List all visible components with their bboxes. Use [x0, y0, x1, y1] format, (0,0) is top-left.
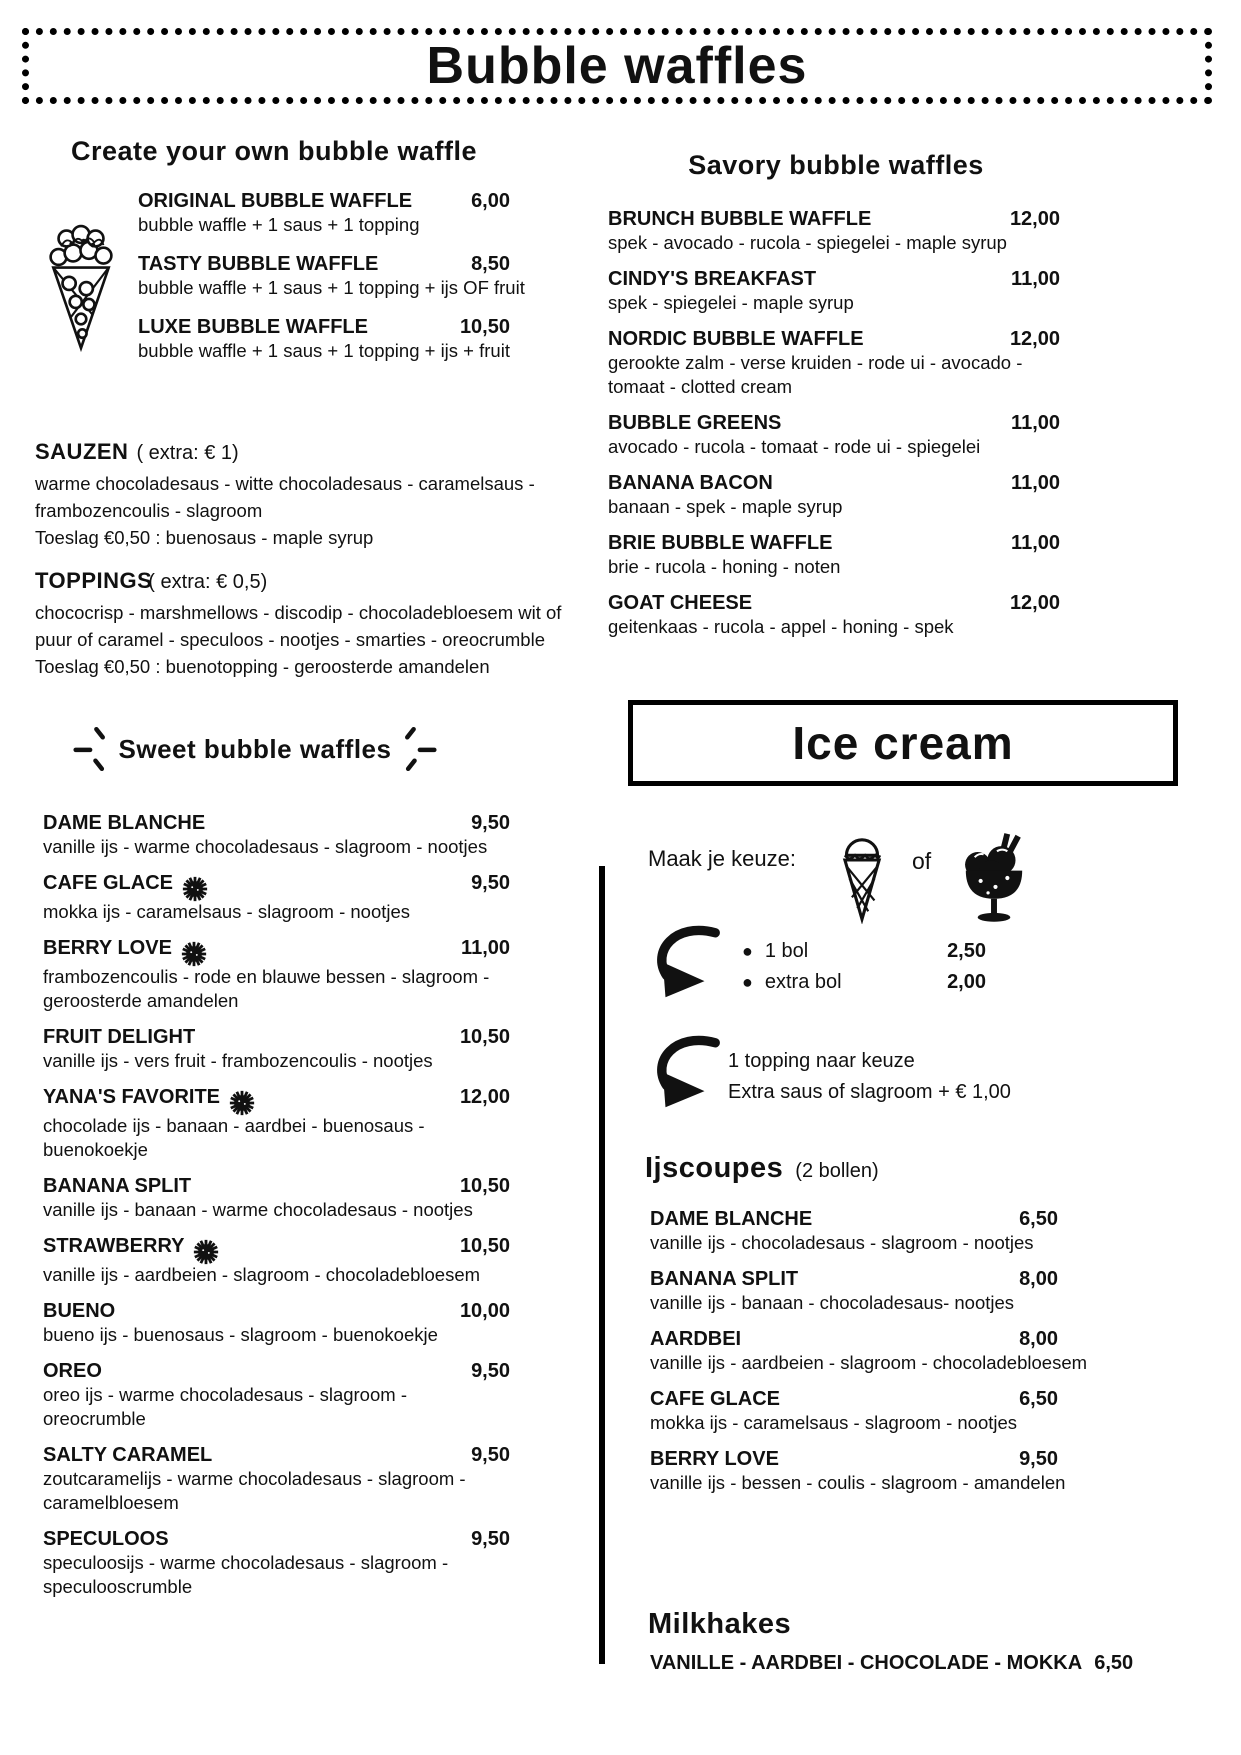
item-price: 8,00: [1019, 1268, 1058, 1290]
item-description: mokka ijs - caramelsaus - slagroom - nootjes: [650, 1412, 1018, 1433]
menu-item: [43, 1235, 510, 1287]
item-name: DAME BLANCHE: [43, 812, 206, 834]
item-name: ORIGINAL BUBBLE WAFFLE: [138, 190, 413, 212]
toppings-line: chococrisp - marshmellows - discodip - chocoladebloesem wit of: [35, 602, 562, 623]
menu-item: [138, 316, 510, 363]
item-description: bubble waffle + 1 saus + 1 topping + ijs + fruit: [138, 340, 510, 361]
topping-note-block: [728, 1046, 1158, 1108]
ijscoupes-heading: Ijscoupes: [645, 1152, 784, 1184]
menu-item: [43, 1086, 510, 1162]
item-name: OREO: [43, 1360, 102, 1382]
item-name: CAFE GLACE: [43, 872, 173, 894]
item-price: 9,50: [471, 812, 510, 834]
toppings-line: Toeslag €0,50 : buenotopping - geroosterde amandelen: [35, 656, 490, 677]
menu-item: [138, 190, 510, 237]
item-description: vanille ijs - aardbeien - slagroom - chocoladebloesem: [43, 1264, 481, 1285]
option-label: 1 bol: [764, 940, 809, 962]
ijscoupes-heading-row: [645, 1152, 1095, 1185]
sauzen-heading: SAUZEN: [35, 439, 129, 464]
menu-item: [43, 1360, 510, 1431]
menu-item: [608, 532, 1060, 579]
item-price: 8,00: [1019, 1328, 1058, 1350]
sauzen-heading-note: ( extra: € 1): [136, 442, 239, 464]
item-name: CAFE GLACE: [650, 1388, 780, 1410]
menu-item: [138, 253, 525, 300]
choose-label: Maak je keuze:: [648, 846, 796, 871]
item-name: SPECULOOS: [43, 1528, 169, 1550]
bol-option-row: [742, 969, 986, 996]
item-price: 11,00: [1011, 472, 1060, 494]
item-description: frambozencoulis - rode en blauwe bessen - slagroom - geroosterde amandelen: [43, 966, 490, 1011]
or-label: of: [911, 848, 932, 874]
menu-item: [608, 592, 1060, 639]
curved-arrow-icon: [645, 1032, 729, 1110]
item-price: 9,50: [1019, 1448, 1058, 1470]
bullet-icon: ●: [742, 972, 753, 992]
item-price: 10,50: [459, 1026, 510, 1048]
item-name: BERRY LOVE: [43, 937, 172, 959]
item-description: vanille ijs - banaan - chocoladesaus- nootjes: [650, 1292, 1015, 1313]
item-name: BERRY LOVE: [650, 1448, 779, 1470]
item-price: 12,00: [459, 1086, 510, 1108]
item-name: GOAT CHEESE: [608, 592, 753, 614]
item-price: 11,00: [1011, 532, 1060, 554]
item-description: mokka ijs - caramelsaus - slagroom - nootjes: [43, 901, 411, 922]
savory-items-list: [608, 208, 1060, 652]
item-description: banaan - spek - maple syrup: [608, 496, 843, 517]
item-description: speculoosijs - warme chocoladesaus - slagroom - speculooscrumble: [43, 1552, 449, 1597]
sweet-section-heading: Sweet bubble waffles: [118, 733, 392, 764]
item-price: 10,50: [459, 1235, 510, 1257]
sweet-items-list: [43, 812, 510, 1612]
item-description: vanille ijs - vers fruit - frambozencoulis - nootjes: [43, 1050, 433, 1071]
item-name: BANANA BACON: [608, 472, 773, 494]
topping-note-line: 1 topping naar keuze: [728, 1050, 915, 1072]
option-label: extra bol: [764, 971, 842, 993]
menu-item: [43, 1444, 510, 1515]
item-name: TASTY BUBBLE WAFFLE: [138, 253, 379, 275]
menu-item: [43, 1300, 510, 1347]
item-price: 9,50: [471, 872, 510, 894]
sweet-section-heading-row: [50, 722, 460, 776]
milkshakes-price: 6,50: [1094, 1652, 1134, 1674]
item-description: brie - rucola - honing - noten: [608, 556, 841, 577]
item-price: 12,00: [1009, 208, 1060, 230]
item-price: 11,00: [1011, 412, 1060, 434]
milkshakes-flavors: VANILLE - AARDBEI - CHOCOLADE - MOKKA: [650, 1652, 1083, 1674]
item-description: vanille ijs - banaan - warme chocoladesaus - nootjes: [43, 1199, 473, 1220]
item-description: vanille ijs - warme chocoladesaus - slagroom - nootjes: [43, 836, 488, 857]
item-price: 12,00: [1009, 592, 1060, 614]
item-price: 10,50: [459, 1175, 510, 1197]
item-name: CINDY'S BREAKFAST: [608, 268, 817, 290]
item-price: 6,50: [1019, 1208, 1058, 1230]
menu-item: [43, 872, 510, 924]
item-name: YANA'S FAVORITE: [43, 1086, 221, 1108]
menu-item: [43, 812, 510, 859]
toppings-block: [35, 566, 560, 680]
item-price: 12,00: [1009, 328, 1060, 350]
curved-arrow-icon: [645, 922, 729, 1000]
splat-badge-icon: [228, 1089, 256, 1117]
menu-item: [608, 412, 1060, 459]
item-name: BRUNCH BUBBLE WAFFLE: [608, 208, 872, 230]
item-name: BRIE BUBBLE WAFFLE: [608, 532, 833, 554]
item-name: DAME BLANCHE: [650, 1208, 813, 1230]
item-name: BANANA SPLIT: [43, 1175, 192, 1197]
sundae-glass-icon: [955, 832, 1033, 924]
item-description: spek - avocado - rucola - spiegelei - maple syrup: [608, 232, 1007, 253]
item-description: spek - spiegelei - maple syrup: [608, 292, 854, 313]
splat-badge-icon: [192, 1238, 220, 1266]
item-description: avocado - rucola - tomaat - rode ui - spiegelei: [608, 436, 981, 457]
item-price: 11,00: [1011, 268, 1060, 290]
item-price: 9,50: [471, 1528, 510, 1550]
option-price: 2,00: [947, 971, 986, 993]
toppings-heading-note: ( extra: € 0,5): [148, 571, 268, 593]
item-description: chocolade ijs - banaan - aardbei - buenosaus - buenokoekje: [43, 1115, 425, 1160]
menu-item: [43, 1528, 510, 1599]
milkshakes-row: [650, 1652, 1134, 1675]
sauzen-line: frambozencoulis - slagroom: [35, 500, 263, 521]
item-description: geitenkaas - rucola - appel - honing - spek: [608, 616, 954, 637]
menu-item: [608, 268, 1060, 315]
item-description: bubble waffle + 1 saus + 1 topping: [138, 214, 420, 235]
item-name: NORDIC BUBBLE WAFFLE: [608, 328, 864, 350]
menu-item: [650, 1388, 1058, 1435]
title-box: [22, 28, 1212, 104]
splat-badge-icon: [181, 875, 209, 903]
menu-item: [43, 1026, 510, 1073]
create-section-heading: Create your own bubble waffle: [70, 136, 478, 166]
item-description: vanille ijs - bessen - coulis - slagroom - amandelen: [650, 1472, 1066, 1493]
bol-option-row: [742, 938, 986, 965]
option-price: 2,50: [947, 940, 986, 962]
menu-item: [43, 937, 510, 1013]
item-description: oreo ijs - warme chocoladesaus - slagroom - oreocrumble: [43, 1384, 407, 1429]
ijscoupes-items-list: [650, 1208, 1088, 1508]
menu-item: [608, 328, 1060, 399]
menu-item: [650, 1448, 1066, 1495]
item-name: BANANA SPLIT: [650, 1268, 799, 1290]
item-description: vanille ijs - aardbeien - slagroom - chocoladebloesem: [650, 1352, 1088, 1373]
ijscoupes-heading-note: (2 bollen): [795, 1160, 879, 1182]
item-name: LUXE BUBBLE WAFFLE: [138, 316, 368, 338]
bullet-icon: ●: [742, 941, 753, 961]
item-name: STRAWBERRY: [43, 1235, 185, 1257]
item-price: 9,50: [471, 1444, 510, 1466]
sauzen-block: [35, 437, 560, 551]
item-description: zoutcaramelijs - warme chocoladesaus - slagroom - caramelbloesem: [43, 1468, 466, 1513]
bol-price-list: [742, 938, 986, 1000]
column-divider: [599, 866, 605, 1664]
item-price: 9,50: [471, 1360, 510, 1382]
item-price: 6,50: [1019, 1388, 1058, 1410]
savory-section-heading: Savory bubble waffles: [688, 150, 984, 180]
sauzen-line: warme chocoladesaus - witte chocoladesaus - caramelsaus -: [35, 473, 535, 494]
item-name: BUBBLE GREENS: [608, 412, 782, 434]
menu-item: [650, 1268, 1058, 1315]
topping-note-line: Extra saus of slagroom + € 1,00: [728, 1081, 1011, 1103]
item-description: gerookte zalm - verse kruiden - rode ui - avocado - tomaat - clotted cream: [608, 352, 1023, 397]
sparkle-right-icon: [401, 722, 437, 776]
item-name: FRUIT DELIGHT: [43, 1026, 196, 1048]
page-title: Bubble waffles: [426, 37, 808, 95]
item-price: 10,00: [459, 1300, 510, 1322]
item-price: 8,50: [471, 253, 510, 275]
milkshakes-heading: Milkhakes: [648, 1608, 792, 1640]
item-price: 6,00: [471, 190, 510, 212]
sparkle-left-icon: [73, 722, 109, 776]
sauzen-line: Toeslag €0,50 : buenosaus - maple syrup: [35, 527, 374, 548]
bubble-waffle-cone-icon: [40, 220, 122, 352]
item-price: 10,50: [459, 316, 510, 338]
ice-cream-title-box: [628, 700, 1178, 786]
item-name: AARDBEI: [650, 1328, 742, 1350]
toppings-heading: TOPPINGS: [35, 568, 153, 593]
item-name: BUENO: [43, 1300, 116, 1322]
menu-item: [43, 1175, 510, 1222]
menu-item: [650, 1328, 1088, 1375]
item-description: bubble waffle + 1 saus + 1 topping + ijs OF fruit: [138, 277, 525, 298]
item-description: vanille ijs - chocoladesaus - slagroom - nootjes: [650, 1232, 1034, 1253]
toppings-line: puur of caramel - speculoos - nootjes - smarties - oreocrumble: [35, 629, 545, 650]
item-description: bueno ijs - buenosaus - slagroom - buenokoekje: [43, 1324, 438, 1345]
menu-item: [650, 1208, 1058, 1255]
ice-cream-choose-row: [648, 818, 1188, 924]
ice-cream-cone-icon: [834, 824, 890, 924]
ice-cream-heading: Ice cream: [792, 717, 1014, 769]
item-price: 11,00: [461, 937, 510, 959]
item-name: SALTY CARAMEL: [43, 1444, 213, 1466]
create-items-list: [138, 190, 525, 379]
menu-item: [608, 472, 1060, 519]
splat-badge-icon: [180, 940, 208, 968]
menu-item: [608, 208, 1060, 255]
